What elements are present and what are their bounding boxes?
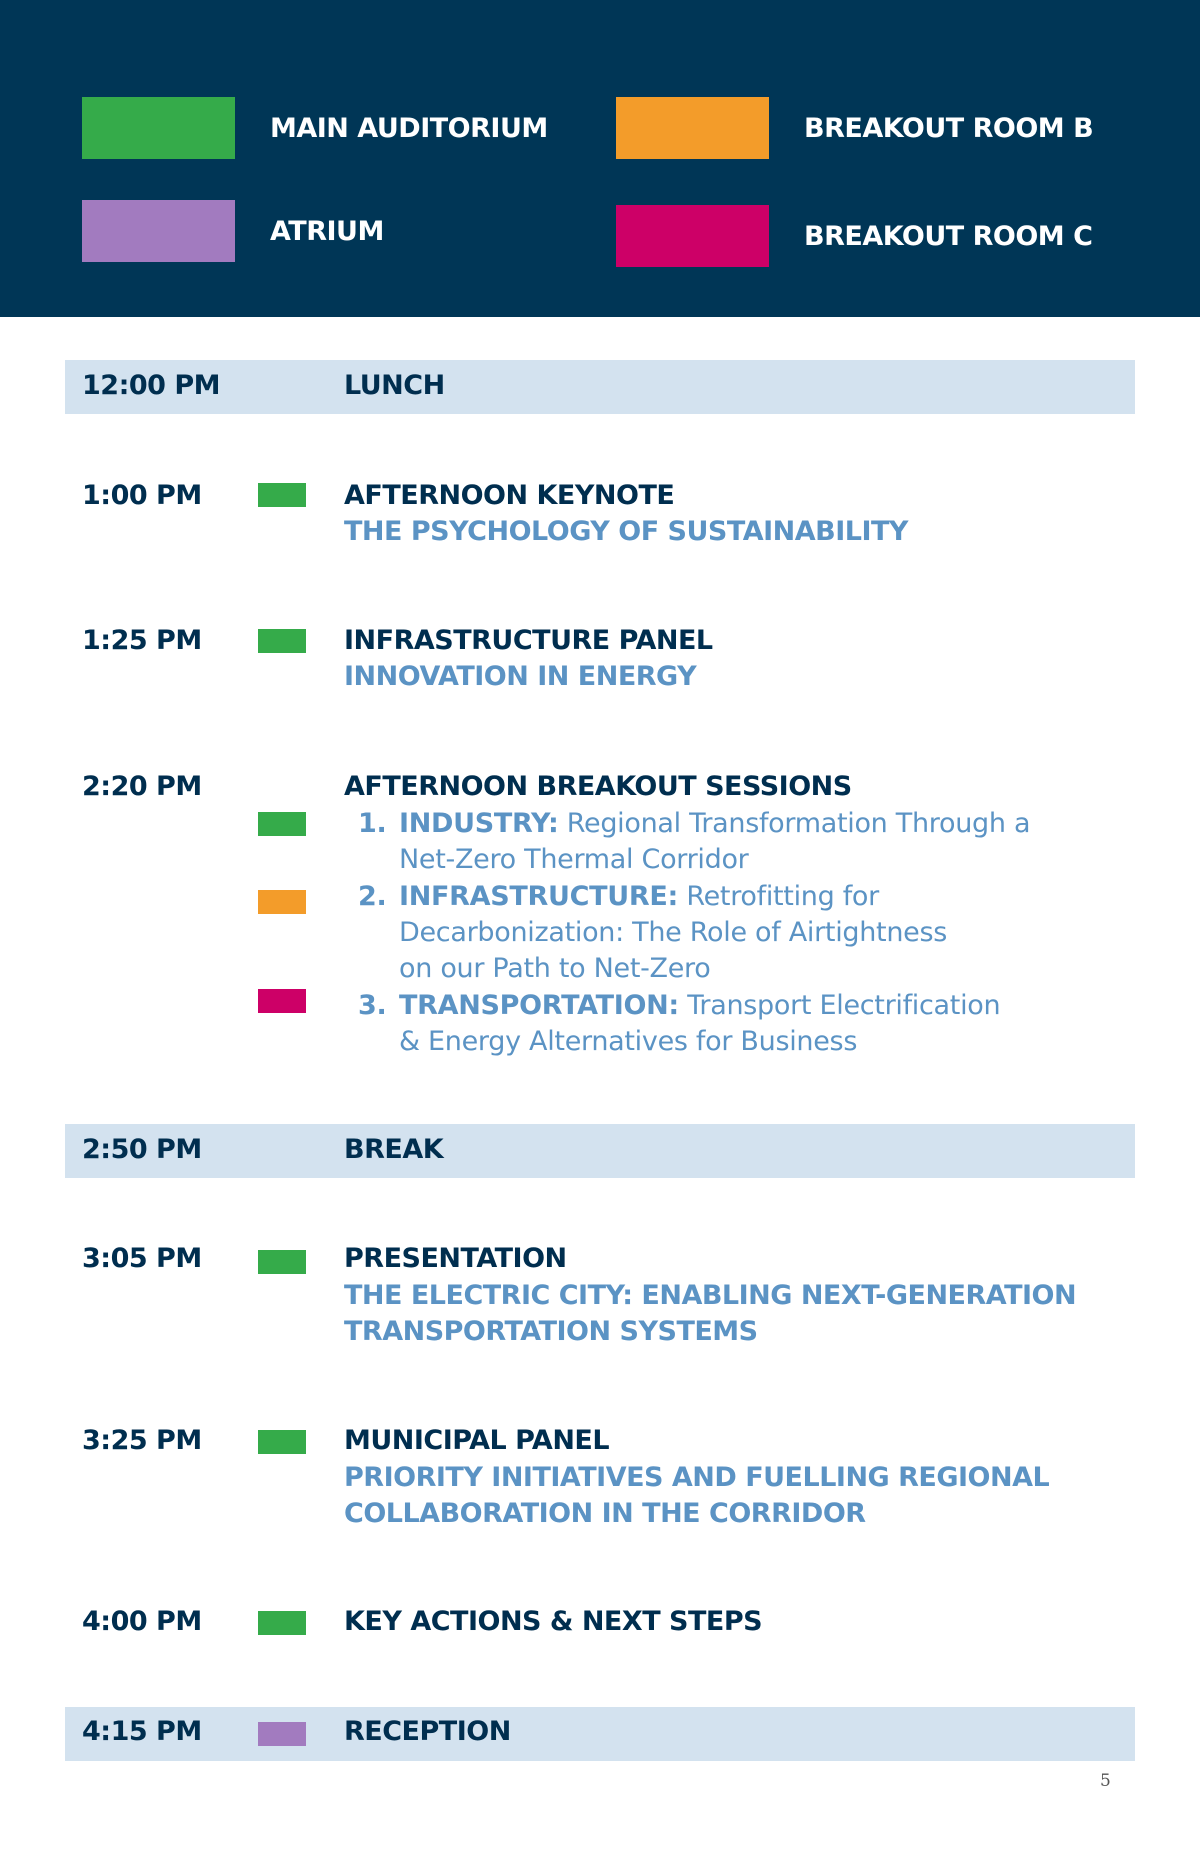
session-category: TRANSPORTATION: — [399, 990, 679, 1021]
session-time: 3:25 PM — [82, 1425, 202, 1456]
session-description-line: Retrofitting for — [686, 881, 879, 912]
room-marker-main-auditorium — [258, 629, 306, 653]
breakout-session-infrastructure — [358, 879, 947, 987]
session-title: KEY ACTIONS & NEXT STEPS — [344, 1606, 763, 1637]
session-title: AFTERNOON BREAKOUT SESSIONS — [344, 771, 852, 802]
room-marker-main-auditorium — [258, 483, 306, 507]
highlight-bar — [65, 1124, 1135, 1178]
session-title: AFTERNOON KEYNOTE — [344, 480, 675, 511]
legend-item-breakout-room-c — [616, 205, 1092, 267]
room-marker-main-auditorium — [258, 1430, 306, 1454]
session-description-line: Regional Transformation Through a — [566, 808, 1031, 839]
session-subtitle: TRANSPORTATION SYSTEMS — [344, 1316, 758, 1347]
page-number: 5 — [1100, 1771, 1111, 1791]
session-number: 2. — [358, 881, 387, 912]
breakout-session-industry — [358, 806, 1030, 878]
session-subtitle: THE ELECTRIC CITY: ENABLING NEXT-GENERATION — [344, 1280, 1077, 1311]
session-title: LUNCH — [344, 370, 445, 401]
session-subtitle: THE PSYCHOLOGY OF SUSTAINABILITY — [344, 516, 908, 547]
session-time: 4:15 PM — [82, 1716, 202, 1747]
room-marker-main-auditorium — [258, 812, 306, 836]
room-legend — [0, 0, 1200, 317]
session-time: 1:00 PM — [82, 480, 202, 511]
session-time: 4:00 PM — [82, 1606, 202, 1637]
session-time: 2:50 PM — [82, 1134, 202, 1165]
session-description-line: Net-Zero Thermal Corridor — [399, 844, 749, 875]
session-title: RECEPTION — [344, 1716, 511, 1747]
room-marker-breakout-room-c — [258, 989, 306, 1013]
session-subtitle: INNOVATION IN ENERGY — [344, 661, 697, 692]
session-number: 1. — [358, 808, 387, 839]
session-title: PRESENTATION — [344, 1243, 567, 1274]
breakout-room-b-color-swatch — [616, 97, 769, 159]
session-title: INFRASTRUCTURE PANEL — [344, 625, 713, 656]
session-time: 12:00 PM — [82, 370, 221, 401]
breakout-room-c-color-swatch — [616, 205, 769, 267]
room-marker-main-auditorium — [258, 1611, 306, 1635]
session-category: INDUSTRY: — [399, 808, 559, 839]
session-time: 3:05 PM — [82, 1243, 202, 1274]
room-marker-breakout-room-b — [258, 890, 306, 914]
legend-label-breakout-room-c: BREAKOUT ROOM C — [804, 220, 1093, 252]
session-time: 2:20 PM — [82, 771, 202, 802]
session-time: 1:25 PM — [82, 625, 202, 656]
session-description-line: & Energy Alternatives for Business — [399, 1026, 858, 1057]
session-title: MUNICIPAL PANEL — [344, 1425, 610, 1456]
legend-item-atrium — [82, 200, 384, 262]
atrium-color-swatch — [82, 200, 235, 262]
session-number: 3. — [358, 990, 387, 1021]
main-auditorium-color-swatch — [82, 97, 235, 159]
room-marker-atrium — [258, 1722, 306, 1746]
session-description-line: Transport Electrification — [687, 990, 1001, 1021]
session-description-line: Decarbonization: The Role of Airtightness — [399, 917, 948, 948]
legend-item-breakout-room-b — [616, 97, 1093, 159]
highlight-bar — [65, 1707, 1135, 1761]
legend-label-breakout-room-b: BREAKOUT ROOM B — [804, 112, 1094, 144]
session-subtitle: PRIORITY INITIATIVES AND FUELLING REGIONAL — [344, 1462, 1050, 1493]
room-marker-main-auditorium — [258, 1250, 306, 1274]
breakout-session-transportation — [358, 988, 1000, 1060]
legend-label-atrium: ATRIUM — [270, 215, 384, 247]
session-category: INFRASTRUCTURE: — [399, 881, 679, 912]
session-title: BREAK — [344, 1134, 444, 1165]
legend-item-main-auditorium — [82, 97, 548, 159]
session-subtitle: COLLABORATION IN THE CORRIDOR — [344, 1498, 866, 1529]
legend-label-main-auditorium: MAIN AUDITORIUM — [270, 112, 548, 144]
session-description-line: on our Path to Net-Zero — [399, 953, 711, 984]
highlight-bar — [65, 360, 1135, 414]
